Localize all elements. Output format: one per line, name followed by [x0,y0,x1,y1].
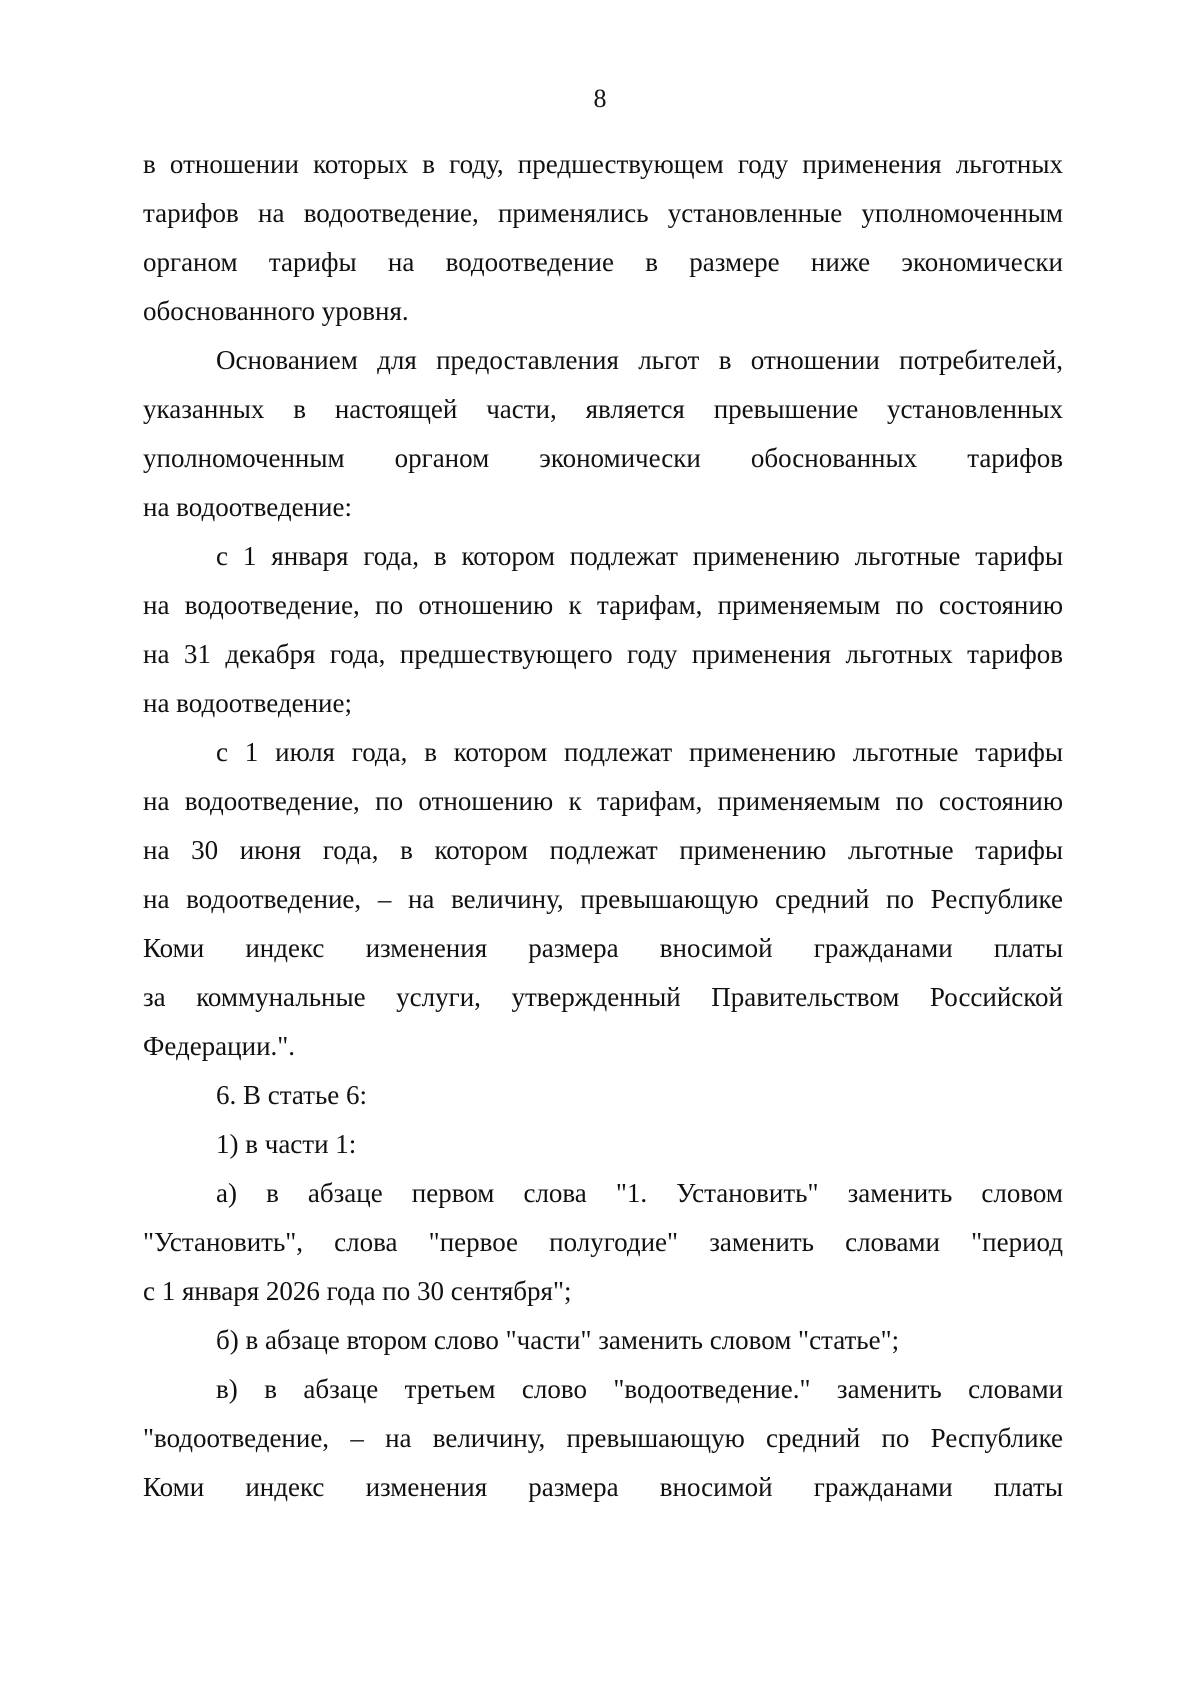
text-line: тарифов на водоотведение, применялись установленные уполномоченным [143,198,1063,228]
paragraph [143,1365,1063,1512]
text-line: а) в абзаце первом слова "1. Установить" заменить словом [216,1178,1063,1208]
text-line: в) в абзаце третьем слово "водоотведение." заменить словами [216,1374,1063,1404]
text-line: б) в абзаце втором слово "части" заменить словом "статье"; [216,1325,900,1355]
text-line: органом тарифы на водоотведение в размере ниже экономически [143,247,1063,277]
paragraph [143,1120,1063,1169]
text-line: на водоотведение, по отношению к тарифам, применяемым по состоянию [143,590,1063,620]
paragraph [143,336,1063,532]
text-line: Основанием для предоставления льгот в отношении потребителей, [216,345,1063,375]
text-line: 1) в части 1: [216,1129,357,1159]
text-line: на водоотведение, – на величину, превышающую средний по Республике [143,884,1063,914]
text-line: на водоотведение; [143,688,352,718]
paragraph [143,1071,1063,1120]
document-body [143,140,1063,1512]
text-line: на водоотведение, по отношению к тарифам, применяемым по состоянию [143,786,1063,816]
paragraph [143,532,1063,728]
text-line: за коммунальные услуги, утвержденный Правительством Российской [143,982,1063,1012]
text-line: на 30 июня года, в котором подлежат применению льготные тарифы [143,835,1063,865]
text-line: с 1 июля года, в котором подлежат применению льготные тарифы [216,737,1063,767]
text-line: указанных в настоящей части, является превышение установленных [143,394,1063,424]
text-line: в отношении которых в году, предшествующем году применения льготных [143,149,1063,179]
text-line: Коми индекс изменения размера вносимой гражданами платы [143,1472,1063,1502]
text-line: с 1 января 2026 года по 30 сентября"; [143,1276,572,1306]
paragraph [143,1169,1063,1316]
text-line: уполномоченным органом экономически обоснованных тарифов [143,443,1063,473]
text-line: обоснованного уровня. [143,296,409,326]
text-line: "водоотведение, – на величину, превышающую средний по Республике [143,1423,1063,1453]
text-line: Федерации.". [143,1031,296,1061]
paragraph [143,140,1063,336]
text-line: "Установить", слова "первое полугодие" заменить словами "период [143,1227,1063,1257]
page-number: 8 [593,84,607,113]
text-line: на 31 декабря года, предшествующего году применения льготных тарифов [143,639,1063,669]
paragraph [143,728,1063,1071]
text-line: с 1 января года, в котором подлежат применению льготные тарифы [216,541,1063,571]
text-line: 6. В статье 6: [216,1080,368,1110]
paragraph [143,1316,1063,1365]
text-line: на водоотведение: [143,492,352,522]
text-line: Коми индекс изменения размера вносимой гражданами платы [143,933,1063,963]
